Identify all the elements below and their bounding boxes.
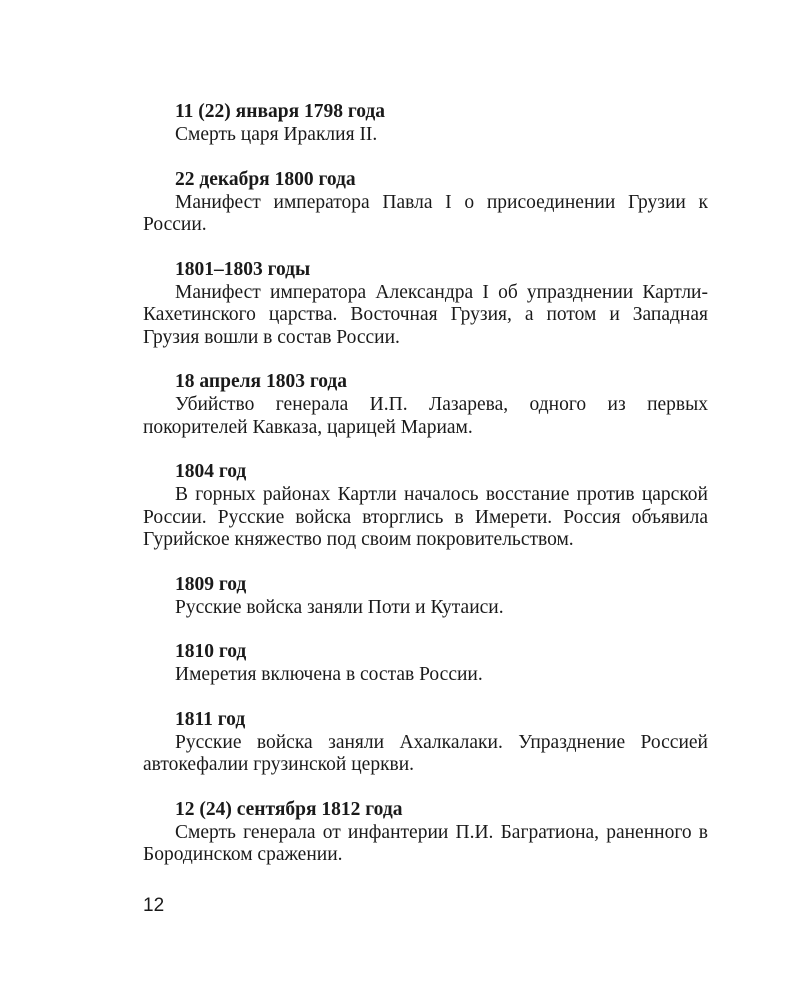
entry-date: 22 декабря 1800 года: [175, 168, 356, 190]
entry-date: 1809 год: [175, 573, 247, 595]
entry-text: Смерть генерала от инфантерии П.И. Багратиона, раненного в Бородинском сражении.: [143, 821, 708, 865]
entry-text: Убийство генерала И.П. Лазарева, одного из первых покорителей Кавказа, царицей Мариам.: [143, 394, 708, 438]
chronology-entry: [143, 460, 708, 552]
entry-text: Манифест императора Александра I об упразднении Картли-Кахетинского царства. Восточная Грузия, а потом и Западная Грузия вошли в состав России.: [143, 281, 708, 348]
entry-text: Русские войска заняли Ахалкалаки. Упразднение Россией автокефалии грузинской церкви.: [143, 731, 708, 775]
chronology-entry: [143, 640, 708, 687]
entry-text: В горных районах Картли началось восстание против царской России. Русские войска вторглись в Имерети. Россия объявила Гурийское княжество под своим покровительством.: [143, 484, 708, 550]
entry-date: 1811 год: [175, 708, 246, 730]
entry-text: Имеретия включена в состав России.: [175, 664, 483, 685]
entry-date: 18 апреля 1803 года: [175, 371, 348, 392]
chronology-entry: [143, 573, 708, 620]
entry-date: 1810 год: [175, 641, 247, 662]
entry-date: 11 (22) января 1798 года: [175, 101, 386, 122]
chronology-entry: [143, 258, 708, 350]
page-number: 12: [143, 895, 165, 916]
entry-date: 1801–1803 годы: [175, 258, 311, 280]
entry-date: 12 (24) сентября 1812 года: [175, 798, 403, 820]
entry-text: Русские войска заняли Поти и Кутаиси.: [175, 596, 504, 618]
entry-text: Манифест императора Павла I о присоединении Грузии к России.: [143, 191, 708, 235]
entry-text: Смерть царя Ираклия II.: [175, 124, 378, 145]
chronology-entry: [143, 370, 708, 439]
chronology-entry: [143, 168, 708, 237]
chronology-entry: [143, 100, 708, 147]
chronology-entry: [143, 798, 708, 867]
entry-date: 1804 год: [175, 461, 247, 482]
chronology-page: [143, 100, 708, 888]
chronology-entry: [143, 708, 708, 777]
